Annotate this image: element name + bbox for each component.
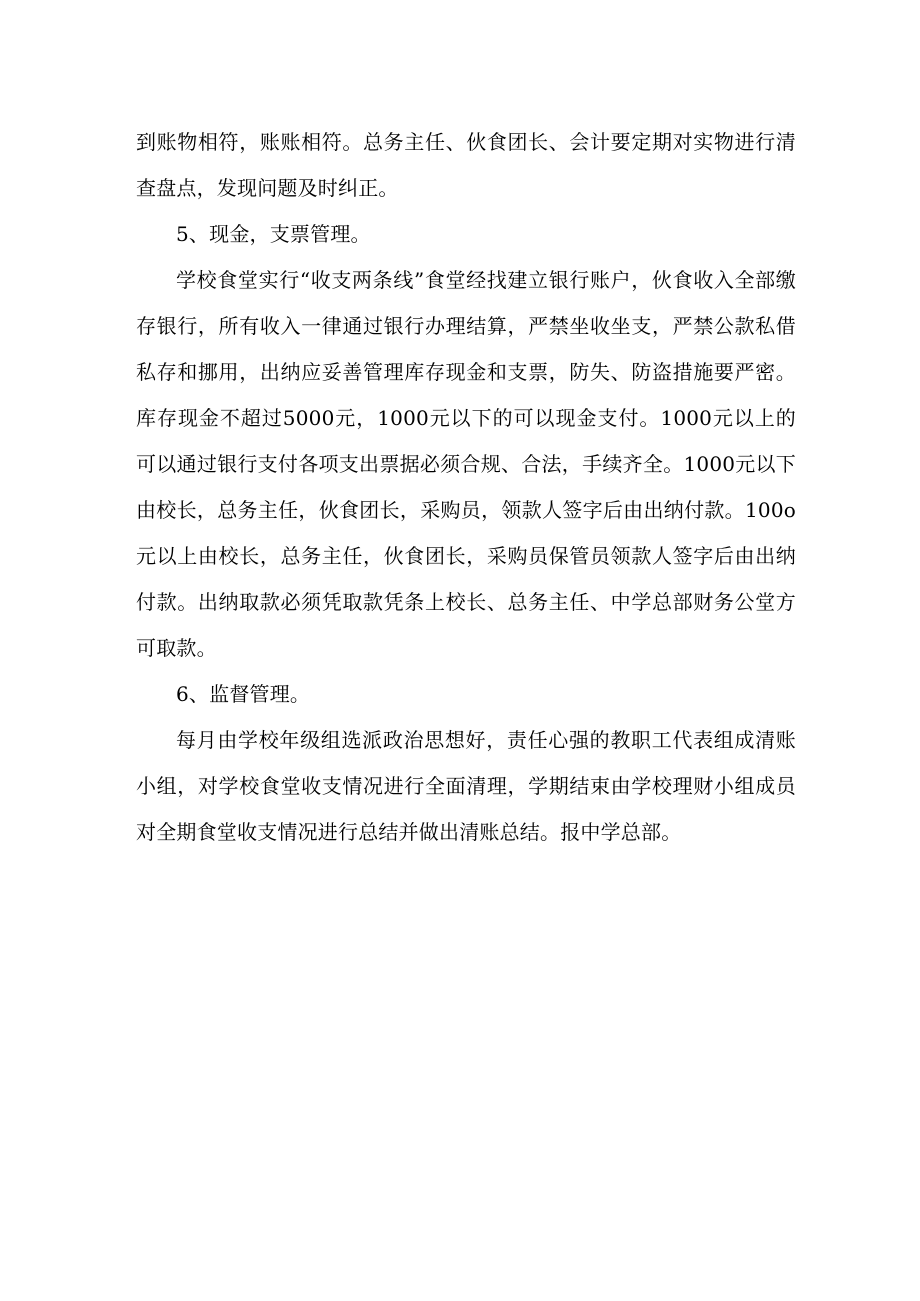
paragraph-continuation: 到账物相符，账账相符。总务主任、伙食团长、会计要定期对实物进行清查盘点，发现问题及时纠正。	[136, 130, 796, 200]
paragraph-supervision: 每月由学校年级组选派政治思想好，责任心强的教职工代表组成清账小组，对学校食堂收支情况进行全面清理，学期结束由学校理财小组成员对全期食堂收支情况进行总结并做出清账总结。报中学总部。	[136, 728, 796, 844]
paragraph-cash-management: 学校食堂实行“收支两条线”食堂经找建立银行账户，伙食收入全部缴存银行，所有收入一律通过银行办理结算，严禁坐收坐支，严禁公款私借私存和挪用，出纳应妥善管理库存现金和支票，防失、防盗措施要严密。库存现金不超过5000元，1000元以下的可以现金支付。1000元以上的可以通过银行支付各项支出票据必须合规、合法，手续齐全。1000元以下由校长，总务主任，伙食团长，采购员，领款人签字后由出纳付款。100o元以上由校长，总务主任，伙食团长，采购员保管员领款人签字后由出纳付款。出纳取款必须凭取款凭条上校长、总务主任、中学总部财务公堂方可取款。	[136, 268, 796, 660]
section-heading-cash-cheque: 5、现金，支票管理。	[176, 222, 371, 246]
section-heading-supervision: 6、监督管理。	[176, 682, 311, 706]
document-body	[136, 119, 796, 855]
